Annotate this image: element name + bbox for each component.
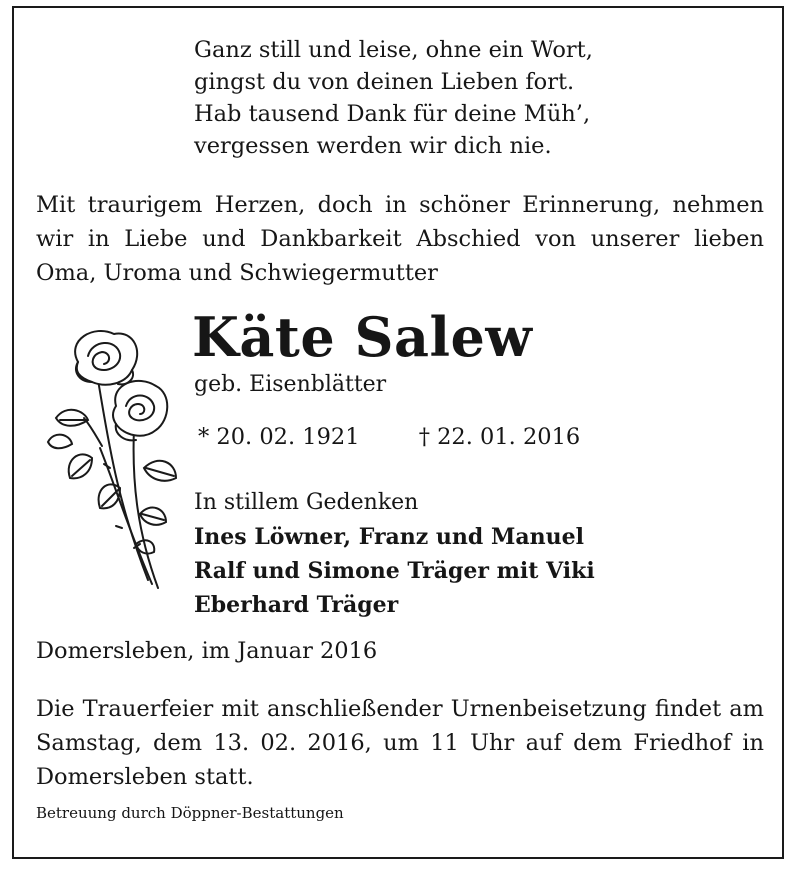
birth-name: geb. Eisenblätter: [194, 372, 387, 397]
poem-line: Ganz still und leise, ohne ein Wort,: [194, 37, 593, 63]
mourner-line: Eberhard Träger: [194, 592, 399, 618]
poem-line: vergessen werden wir dich nie.: [194, 133, 552, 159]
poem-line: gingst du von deinen Lieben fort.: [194, 69, 575, 95]
place-date: Domersleben, im Januar 2016: [36, 638, 378, 664]
intro-text: Mit traurigem Herzen, doch in schöner Erinnerung, nehmen wir in Liebe und Dankbarkeit Abschied von unserer lieben Oma, Uroma und Schwiegermutter: [36, 192, 764, 286]
mourner-line: Ines Löwner, Franz und Manuel: [194, 524, 584, 550]
funeral-notice: Die Trauerfeier mit anschließender Urnenbeisetzung findet am Samstag, dem 13. 02. 2016, um 11 Uhr auf dem Friedhof in Domersleben statt.: [36, 696, 764, 790]
mourners-heading: In stillem Gedenken: [194, 490, 419, 515]
deceased-name: Käte Salew: [192, 305, 533, 369]
mourner-line: Ralf und Simone Träger mit Viki: [194, 558, 595, 584]
life-dates: [198, 424, 580, 450]
poem-line: Hab tausend Dank für deine Müh’,: [194, 101, 591, 127]
undertaker-credit: Betreuung durch Döppner-Bestattungen: [36, 804, 344, 822]
birth-date: * 20. 02. 1921: [198, 424, 360, 450]
rose-icon: [36, 318, 186, 608]
obituary-notice: [12, 6, 784, 859]
mourners: [194, 486, 595, 622]
death-date: † 22. 01. 2016: [418, 424, 581, 450]
poem: [194, 34, 593, 162]
